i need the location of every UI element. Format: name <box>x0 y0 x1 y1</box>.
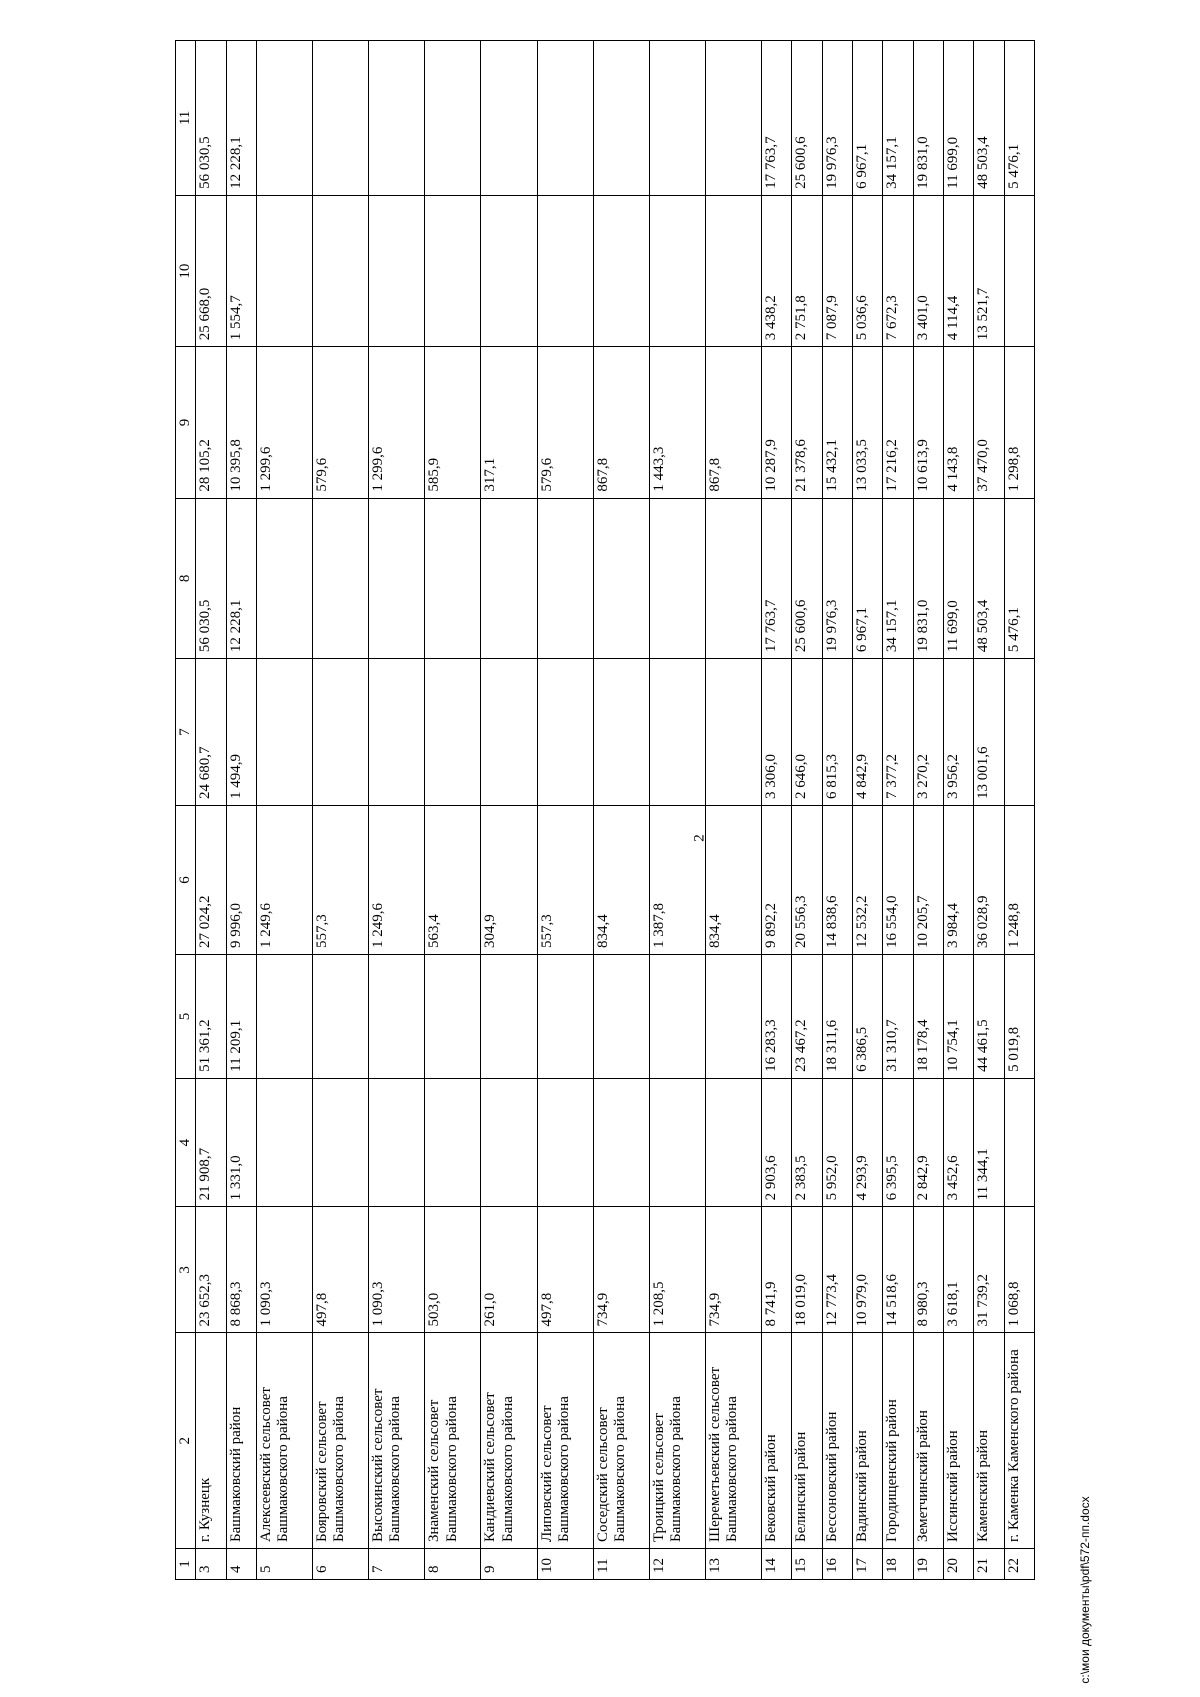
table-row <box>313 41 369 1580</box>
value-cell-col3: 1 090,3 <box>369 1207 425 1333</box>
value-cell-col8: 25 600,6 <box>792 498 822 659</box>
value-cell-col5: 18 311,6 <box>822 955 852 1079</box>
value-cell-col9: 28 105,2 <box>196 347 226 498</box>
value-cell-col8 <box>649 498 705 659</box>
table-row <box>792 41 822 1580</box>
row-name-cell: Кандиевский сельсовет Башмаковского района <box>481 1333 537 1549</box>
value-cell-col8: 12 228,1 <box>226 498 256 659</box>
value-cell-col5 <box>313 955 369 1079</box>
value-cell-col11: 25 600,6 <box>792 41 822 196</box>
table-row <box>649 41 705 1580</box>
value-cell-col6: 1 249,6 <box>369 805 425 954</box>
column-header-6: 6 <box>176 805 196 954</box>
value-cell-col5: 5 019,8 <box>1004 955 1034 1079</box>
value-cell-col10: 25 668,0 <box>196 195 226 346</box>
value-cell-col7: 3 956,2 <box>944 659 974 806</box>
value-cell-col9: 317,1 <box>481 347 537 498</box>
value-cell-col5 <box>481 955 537 1079</box>
value-cell-col5 <box>706 955 762 1079</box>
value-cell-col9: 10 613,9 <box>913 347 943 498</box>
value-cell-col3: 497,8 <box>313 1207 369 1333</box>
rotated-table-wrapper <box>175 40 1035 1580</box>
value-cell-col9: 10 395,8 <box>226 347 256 498</box>
value-cell-col9: 585,9 <box>425 347 481 498</box>
value-cell-col10: 1 554,7 <box>226 195 256 346</box>
value-cell-col4 <box>425 1078 481 1206</box>
value-cell-col11: 56 030,5 <box>196 41 226 196</box>
value-cell-col7 <box>706 659 762 806</box>
value-cell-col9: 37 470,0 <box>974 347 1004 498</box>
row-name-cell: Липовский сельсовет Башмаковского района <box>537 1333 593 1549</box>
column-header-7: 7 <box>176 659 196 806</box>
row-name-cell: Троицкий сельсовет Башмаковского района <box>649 1333 705 1549</box>
value-cell-col11: 19 976,3 <box>822 41 852 196</box>
value-cell-col7 <box>369 659 425 806</box>
value-cell-col11 <box>649 41 705 196</box>
value-cell-col5: 11 209,1 <box>226 955 256 1079</box>
row-number-cell: 9 <box>481 1549 537 1580</box>
value-cell-col3: 8 868,3 <box>226 1207 256 1333</box>
row-number-cell: 22 <box>1004 1549 1034 1580</box>
value-cell-col6: 14 838,6 <box>822 805 852 954</box>
value-cell-col11: 5 476,1 <box>1004 41 1034 196</box>
row-name-cell: Знаменский сельсовет Башмаковского района <box>425 1333 481 1549</box>
value-cell-col3: 1 208,5 <box>649 1207 705 1333</box>
row-name-cell: Белинский район <box>792 1333 822 1549</box>
value-cell-col8 <box>425 498 481 659</box>
value-cell-col11: 6 967,1 <box>853 41 883 196</box>
table-row <box>537 41 593 1580</box>
value-cell-col4 <box>256 1078 312 1206</box>
value-cell-col9: 579,6 <box>537 347 593 498</box>
value-cell-col3: 23 652,3 <box>196 1207 226 1333</box>
value-cell-col3: 3 618,1 <box>944 1207 974 1333</box>
value-cell-col8 <box>313 498 369 659</box>
value-cell-col9: 579,6 <box>313 347 369 498</box>
value-cell-col5 <box>593 955 649 1079</box>
value-cell-col11: 48 503,4 <box>974 41 1004 196</box>
row-name-cell: Иссинский район <box>944 1333 974 1549</box>
value-cell-col4: 4 293,9 <box>853 1078 883 1206</box>
row-number-cell: 12 <box>649 1549 705 1580</box>
column-header-4: 4 <box>176 1078 196 1206</box>
row-number-cell: 7 <box>369 1549 425 1580</box>
value-cell-col9: 1 299,6 <box>369 347 425 498</box>
value-cell-col7: 7 377,2 <box>883 659 913 806</box>
row-number-cell: 10 <box>537 1549 593 1580</box>
value-cell-col4 <box>593 1078 649 1206</box>
value-cell-col4: 1 331,0 <box>226 1078 256 1206</box>
row-name-cell: г. Кузнецк <box>196 1333 226 1549</box>
value-cell-col9: 1 443,3 <box>649 347 705 498</box>
value-cell-col11: 12 228,1 <box>226 41 256 196</box>
value-cell-col4: 2 842,9 <box>913 1078 943 1206</box>
value-cell-col4 <box>481 1078 537 1206</box>
value-cell-col5 <box>256 955 312 1079</box>
value-cell-col4 <box>649 1078 705 1206</box>
column-header-9: 9 <box>176 347 196 498</box>
value-cell-col6: 20 556,3 <box>792 805 822 954</box>
value-cell-col5: 31 310,7 <box>883 955 913 1079</box>
value-cell-col7: 13 001,6 <box>974 659 1004 806</box>
value-cell-col8: 17 763,7 <box>762 498 792 659</box>
table-row <box>369 41 425 1580</box>
value-cell-col8: 34 157,1 <box>883 498 913 659</box>
value-cell-col5 <box>425 955 481 1079</box>
column-header-3: 3 <box>176 1207 196 1333</box>
value-cell-col4 <box>313 1078 369 1206</box>
row-number-cell: 17 <box>853 1549 883 1580</box>
value-cell-col6: 1 249,6 <box>256 805 312 954</box>
row-name-cell: Башмаковский район <box>226 1333 256 1549</box>
value-cell-col7 <box>481 659 537 806</box>
value-cell-col3: 31 739,2 <box>974 1207 1004 1333</box>
value-cell-col3: 8 741,9 <box>762 1207 792 1333</box>
value-cell-col5: 51 361,2 <box>196 955 226 1079</box>
value-cell-col11: 34 157,1 <box>883 41 913 196</box>
row-number-cell: 15 <box>792 1549 822 1580</box>
value-cell-col5 <box>649 955 705 1079</box>
value-cell-col10: 13 521,7 <box>974 195 1004 346</box>
value-cell-col3: 261,0 <box>481 1207 537 1333</box>
row-number-cell: 21 <box>974 1549 1004 1580</box>
value-cell-col6: 36 028,9 <box>974 805 1004 954</box>
row-number-cell: 14 <box>762 1549 792 1580</box>
value-cell-col7 <box>256 659 312 806</box>
value-cell-col10: 4 114,4 <box>944 195 974 346</box>
value-cell-col6: 557,3 <box>313 805 369 954</box>
row-number-cell: 13 <box>706 1549 762 1580</box>
value-cell-col7 <box>1004 659 1034 806</box>
value-cell-col4: 21 908,7 <box>196 1078 226 1206</box>
value-cell-col4: 2 383,5 <box>792 1078 822 1206</box>
table-row <box>425 41 481 1580</box>
row-number-cell: 11 <box>593 1549 649 1580</box>
value-cell-col5: 10 754,1 <box>944 955 974 1079</box>
value-cell-col9: 1 298,8 <box>1004 347 1034 498</box>
row-name-cell: Алексеевский сельсовет Башмаковского района <box>256 1333 312 1549</box>
value-cell-col3: 497,8 <box>537 1207 593 1333</box>
row-name-cell: Шереметьевский сельсовет Башмаковского района <box>706 1333 762 1549</box>
value-cell-col3: 10 979,0 <box>853 1207 883 1333</box>
value-cell-col4 <box>537 1078 593 1206</box>
value-cell-col3: 734,9 <box>706 1207 762 1333</box>
column-header-5: 5 <box>176 955 196 1079</box>
table-row <box>481 41 537 1580</box>
value-cell-col10: 7 087,9 <box>822 195 852 346</box>
value-cell-col8 <box>256 498 312 659</box>
row-name-cell: Городищенский район <box>883 1333 913 1549</box>
value-cell-col10 <box>1004 195 1034 346</box>
row-name-cell: Соседский сельсовет Башмаковского района <box>593 1333 649 1549</box>
value-cell-col3: 1 068,8 <box>1004 1207 1034 1333</box>
column-header-1: 1 <box>176 1549 196 1580</box>
row-number-cell: 20 <box>944 1549 974 1580</box>
value-cell-col11: 17 763,7 <box>762 41 792 196</box>
value-cell-col11 <box>706 41 762 196</box>
value-cell-col6: 834,4 <box>593 805 649 954</box>
table-body <box>196 41 1035 1580</box>
row-number-cell: 18 <box>883 1549 913 1580</box>
row-name-cell: Бояровский сельсовет Башмаковского района <box>313 1333 369 1549</box>
value-cell-col10: 2 751,8 <box>792 195 822 346</box>
value-cell-col8 <box>537 498 593 659</box>
value-cell-col3: 1 090,3 <box>256 1207 312 1333</box>
value-cell-col4: 2 903,6 <box>762 1078 792 1206</box>
value-cell-col6: 12 532,2 <box>853 805 883 954</box>
value-cell-col8: 6 967,1 <box>853 498 883 659</box>
row-name-cell: Каменский район <box>974 1333 1004 1549</box>
value-cell-col4: 11 344,1 <box>974 1078 1004 1206</box>
value-cell-col6: 834,4 <box>706 805 762 954</box>
value-cell-col10 <box>313 195 369 346</box>
value-cell-col10: 7 672,3 <box>883 195 913 346</box>
value-cell-col6: 27 024,2 <box>196 805 226 954</box>
value-cell-col5: 23 467,2 <box>792 955 822 1079</box>
table-row <box>913 41 943 1580</box>
table-row <box>226 41 256 1580</box>
value-cell-col11 <box>593 41 649 196</box>
value-cell-col9: 867,8 <box>593 347 649 498</box>
value-cell-col8 <box>481 498 537 659</box>
value-cell-col6: 557,3 <box>537 805 593 954</box>
value-cell-col9: 1 299,6 <box>256 347 312 498</box>
row-name-cell: Высокинский сельсовет Башмаковского района <box>369 1333 425 1549</box>
value-cell-col7 <box>593 659 649 806</box>
table-row <box>853 41 883 1580</box>
row-number-cell: 8 <box>425 1549 481 1580</box>
row-number-cell: 19 <box>913 1549 943 1580</box>
value-cell-col7 <box>649 659 705 806</box>
file-path-footer: c:\мои документы\pdf\572-пп.docx <box>1078 1496 1092 1684</box>
row-name-cell: г. Каменка Каменского района <box>1004 1333 1034 1549</box>
row-name-cell: Бессоновский район <box>822 1333 852 1549</box>
value-cell-col8: 5 476,1 <box>1004 498 1034 659</box>
value-cell-col11: 11 699,0 <box>944 41 974 196</box>
value-cell-col7: 1 494,9 <box>226 659 256 806</box>
value-cell-col8: 56 030,5 <box>196 498 226 659</box>
value-cell-col3: 18 019,0 <box>792 1207 822 1333</box>
value-cell-col6: 304,9 <box>481 805 537 954</box>
value-cell-col7: 6 815,3 <box>822 659 852 806</box>
column-header-8: 8 <box>176 498 196 659</box>
value-cell-col4 <box>369 1078 425 1206</box>
table-row <box>256 41 312 1580</box>
value-cell-col8 <box>706 498 762 659</box>
value-cell-col9: 867,8 <box>706 347 762 498</box>
value-cell-col11 <box>425 41 481 196</box>
value-cell-col7 <box>425 659 481 806</box>
value-cell-col10 <box>593 195 649 346</box>
value-cell-col6: 1 387,8 <box>649 805 705 954</box>
value-cell-col7: 2 646,0 <box>792 659 822 806</box>
value-cell-col5 <box>537 955 593 1079</box>
value-cell-col7: 3 270,2 <box>913 659 943 806</box>
table-row <box>1004 41 1034 1580</box>
value-cell-col10 <box>537 195 593 346</box>
value-cell-col7 <box>537 659 593 806</box>
value-cell-col4 <box>706 1078 762 1206</box>
row-number-cell: 3 <box>196 1549 226 1580</box>
value-cell-col8: 19 831,0 <box>913 498 943 659</box>
table-row <box>593 41 649 1580</box>
value-cell-col10 <box>369 195 425 346</box>
value-cell-col10 <box>481 195 537 346</box>
value-cell-col5: 6 386,5 <box>853 955 883 1079</box>
value-cell-col7: 24 680,7 <box>196 659 226 806</box>
value-cell-col10 <box>649 195 705 346</box>
value-cell-col6: 9 996,0 <box>226 805 256 954</box>
value-cell-col10 <box>706 195 762 346</box>
value-cell-col7 <box>313 659 369 806</box>
value-cell-col6: 563,4 <box>425 805 481 954</box>
value-cell-col3: 14 518,6 <box>883 1207 913 1333</box>
value-cell-col5 <box>369 955 425 1079</box>
value-cell-col10: 3 401,0 <box>913 195 943 346</box>
value-cell-col6: 10 205,7 <box>913 805 943 954</box>
row-number-cell: 16 <box>822 1549 852 1580</box>
value-cell-col9: 21 378,6 <box>792 347 822 498</box>
value-cell-col6: 9 892,2 <box>762 805 792 954</box>
row-name-cell: Земетчинский район <box>913 1333 943 1549</box>
value-cell-col6: 1 248,8 <box>1004 805 1034 954</box>
value-cell-col9: 13 033,5 <box>853 347 883 498</box>
value-cell-col7: 3 306,0 <box>762 659 792 806</box>
table-row <box>944 41 974 1580</box>
column-header-11: 11 <box>176 41 196 196</box>
column-header-10: 10 <box>176 195 196 346</box>
row-name-cell: Бековский район <box>762 1333 792 1549</box>
value-cell-col11 <box>313 41 369 196</box>
value-cell-col10 <box>256 195 312 346</box>
value-cell-col4 <box>1004 1078 1034 1206</box>
row-number-cell: 5 <box>256 1549 312 1580</box>
value-cell-col4: 3 452,6 <box>944 1078 974 1206</box>
value-cell-col9: 17 216,2 <box>883 347 913 498</box>
value-cell-col8 <box>369 498 425 659</box>
value-cell-col8 <box>593 498 649 659</box>
value-cell-col11 <box>256 41 312 196</box>
value-cell-col10 <box>425 195 481 346</box>
value-cell-col11 <box>481 41 537 196</box>
value-cell-col11 <box>537 41 593 196</box>
value-cell-col4: 6 395,5 <box>883 1078 913 1206</box>
table-row <box>822 41 852 1580</box>
table-row <box>974 41 1004 1580</box>
value-cell-col6: 3 984,4 <box>944 805 974 954</box>
value-cell-col8: 48 503,4 <box>974 498 1004 659</box>
row-name-cell: Вадинский район <box>853 1333 883 1549</box>
value-cell-col5: 16 283,3 <box>762 955 792 1079</box>
value-cell-col9: 15 432,1 <box>822 347 852 498</box>
table-row <box>196 41 226 1580</box>
value-cell-col3: 12 773,4 <box>822 1207 852 1333</box>
table-row <box>762 41 792 1580</box>
value-cell-col5: 44 461,5 <box>974 955 1004 1079</box>
column-header-2: 2 <box>176 1333 196 1549</box>
value-cell-col4: 5 952,0 <box>822 1078 852 1206</box>
value-cell-col7: 4 842,9 <box>853 659 883 806</box>
value-cell-col9: 4 143,8 <box>944 347 974 498</box>
value-cell-col8: 19 976,3 <box>822 498 852 659</box>
row-number-cell: 4 <box>226 1549 256 1580</box>
table-row <box>706 41 762 1580</box>
value-cell-col11: 19 831,0 <box>913 41 943 196</box>
value-cell-col3: 8 980,3 <box>913 1207 943 1333</box>
page-number: 2 <box>691 834 708 842</box>
value-cell-col10: 3 438,2 <box>762 195 792 346</box>
value-cell-col9: 10 287,9 <box>762 347 792 498</box>
header-row <box>176 41 196 1580</box>
value-cell-col8: 11 699,0 <box>944 498 974 659</box>
table-row <box>883 41 913 1580</box>
value-cell-col11 <box>369 41 425 196</box>
value-cell-col10: 5 036,6 <box>853 195 883 346</box>
value-cell-col3: 503,0 <box>425 1207 481 1333</box>
row-number-cell: 6 <box>313 1549 369 1580</box>
data-table <box>175 40 1035 1580</box>
value-cell-col5: 18 178,4 <box>913 955 943 1079</box>
value-cell-col3: 734,9 <box>593 1207 649 1333</box>
value-cell-col6: 16 554,0 <box>883 805 913 954</box>
